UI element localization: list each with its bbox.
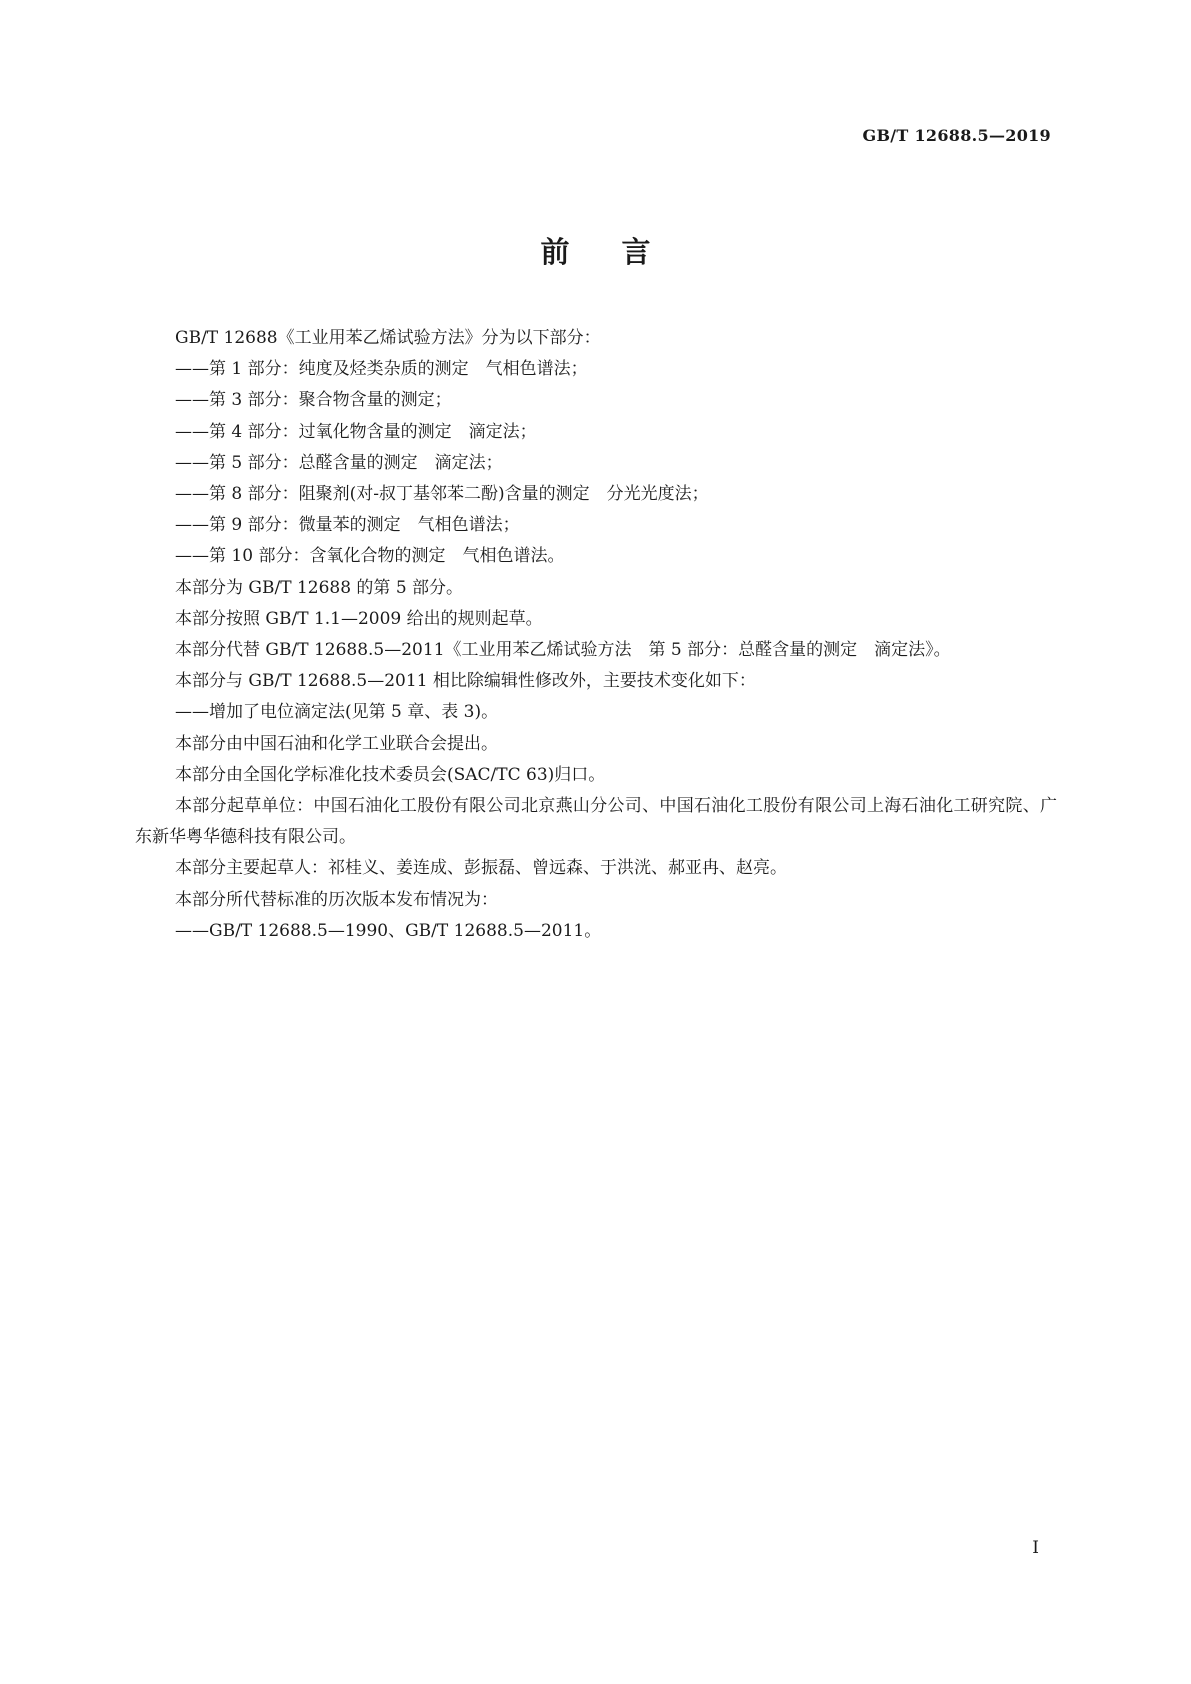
paragraph-intro: GB/T 12688《工业用苯乙烯试验方法》分为以下部分： <box>175 328 601 348</box>
paragraph-drafting-rules: 本部分按照 GB/T 1.1—2009 给出的规则起草。 <box>175 608 543 629</box>
paragraph-changes: 本部分与 GB/T 12688.5—2011 相比除编辑性修改外，主要技术变化如下： <box>175 671 756 692</box>
page-number: I <box>1032 1538 1039 1558</box>
list-item-part-10: ——第 10 部分：含氧化合物的测定 气相色谱法。 <box>175 546 565 567</box>
standard-code: GB/T 12688.5—2019 <box>862 126 1051 145</box>
list-item-part-8: ——第 8 部分：阻聚剂(对-叔丁基邻苯二酚)含量的测定 分光光度法； <box>175 484 709 505</box>
paragraph-proposed-by: 本部分由中国石油和化学工业联合会提出。 <box>175 733 498 754</box>
paragraph-under-jurisdiction: 本部分由全国化学标准化技术委员会(SAC/TC 63)归口。 <box>175 764 606 785</box>
foreword-body <box>135 323 1057 947</box>
paragraph-drafters: 本部分主要起草人：祁桂义、姜连成、彭振磊、曾远森、于洪洸、郝亚冉、赵亮。 <box>175 858 787 879</box>
paragraph-history-intro: 本部分所代替标准的历次版本发布情况为： <box>175 889 498 910</box>
list-item-part-4: ——第 4 部分：过氧化物含量的测定 滴定法； <box>175 421 537 442</box>
paragraph-drafting-units: 本部分起草单位：中国石油化工股份有限公司北京燕山分公司、中国石油化工股份有限公司上海石油化工研究院、广东新华粤华德科技有限公司。 <box>135 796 1057 848</box>
list-item-part-5: ——第 5 部分：总醛含量的测定 滴定法； <box>175 452 503 473</box>
list-item-part-9: ——第 9 部分：微量苯的测定 气相色谱法； <box>175 515 520 536</box>
page-title: 前言 <box>540 235 703 269</box>
list-item-change: ——增加了电位滴定法(见第 5 章、表 3)。 <box>175 702 499 723</box>
paragraph-replaces: 本部分代替 GB/T 12688.5—2011《工业用苯乙烯试验方法 第 5 部分：总醛含量的测定 滴定法》。 <box>175 640 951 661</box>
list-item-history: ——GB/T 12688.5—1990、GB/T 12688.5—2011。 <box>175 920 602 941</box>
list-item-part-3: ——第 3 部分：聚合物含量的测定； <box>175 390 452 411</box>
paragraph-part-statement: 本部分为 GB/T 12688 的第 5 部分。 <box>175 577 464 598</box>
list-item-part-1: ——第 1 部分：纯度及烃类杂质的测定 气相色谱法； <box>175 359 588 380</box>
